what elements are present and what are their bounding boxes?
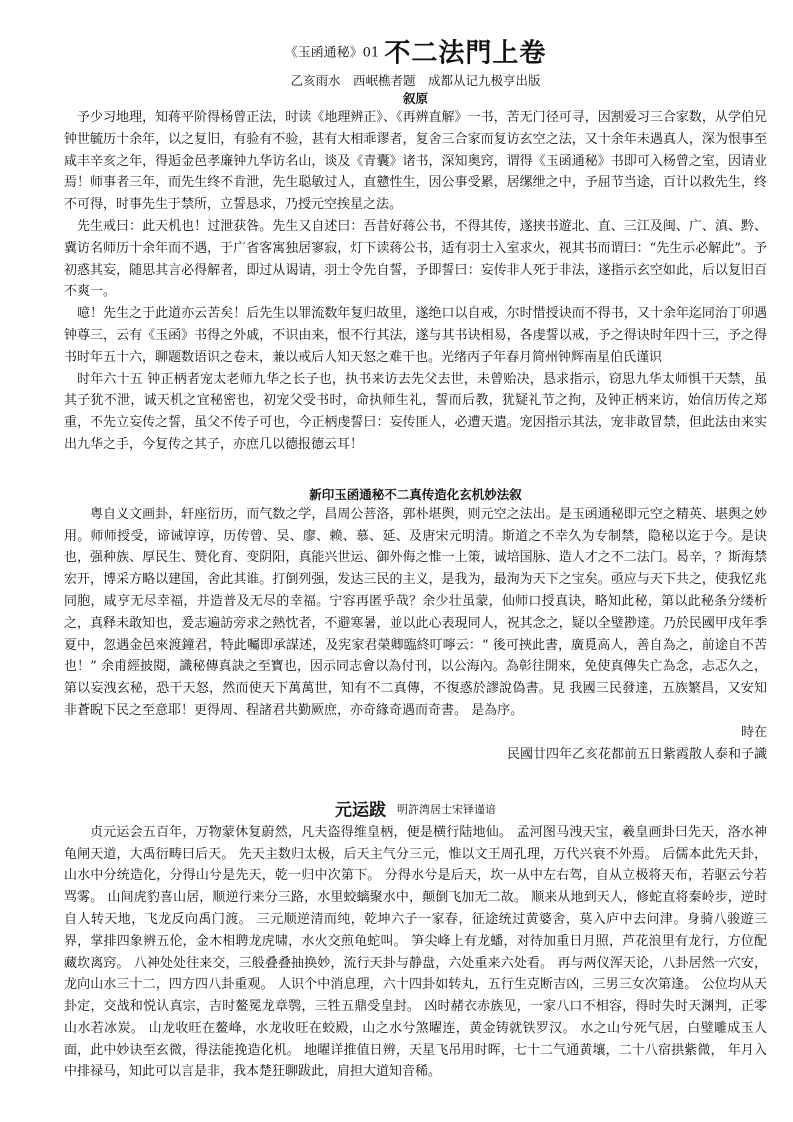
section2-title: 新印玉函通秘不二真传造化玄机妙法叙 xyxy=(309,486,522,502)
section2-paragraph: 粤自义文画卦，轩座衍历，而气数之学，昌周公菩洛，郭朴堪舆，则元空之法出。是玉函通秘即元空之精英、堪舆之妙用。师师授受，谛诫谆谆，历传曾、吴、廖、赖、慕、延、及唐宋元明清。斯道之不幸久为专制禁，隐秘以迄于今。是诀也，强种族、厚民生、赞化育、变阴阳，真能兴世运、御外侮之惟一上策，诚培国脉、造人才之不二法门。曷辛，？斯海禁宏开，博采方略以建国，舍此其谁。打倒列强，发达三民的主义，是我为，最洵为天下之宝矣。亟应与天下共之，使我忆兆同胞，咸亨无尽幸福，并造普及无尽的幸福。宁容再匿乎哉？余少壮虽蒙，仙师口授真诀，略知此秘，第以此秘条分缕析之，真释未敢知也，爰志遍訪旁求之熱忱者，不避寒暑，並以此心表現同人，祝其念之，疑以全璧尠達。乃於民國甲戌年季夏中，忽遇金邑來渡鐘君，特此囑即承謀述，及宪家君榮卿臨終叮嚀云：“ 後可挾此書，廣覓高人，善自為之，前途自不苦也！” 余甫經披閱，識秘傳真訣之至寶也，因示同志會以為付刊，以公海內。為彰往開來，免使真傳失亡為念，忐忑久之，第以妄洩玄秘，恐干天怒，然而使天下萬萬世，知有不二真傳，不復惑於謬說偽書。見 我國三民發達，五族繁昌，又安知非蒼睨下民之至意耶！更得周、程諸君共勤厥庶，亦奇緣奇遇而奇書。 是為序。 xyxy=(64,506,767,718)
preface-paragraph-4: 时年六十五 钟正柄者宠太老师九华之长子也，执书来访去先父去世，未曾贻决，恳求指示，窃思九华太师惧干天禁，虽其子犹不泄，诚天机之宜秘密也，初宠父受书时，命执师生礼，誓而后教，犹疑礼节之拘，及钟正柄来访，始信历传之郑重，不先立妄传之誓，虽父不传子可也，今正柄虔誓曰：妄传匪人，必遭天遣。宠因指示其法，宠非敢冒禁，但此法由来实出九华之手，今复传之其子，亦庶几以德报德云耳！ xyxy=(64,371,767,452)
document-page xyxy=(64,36,767,1083)
title-row xyxy=(64,36,767,70)
preface-heading: 叙原 xyxy=(402,91,428,106)
preface-paragraph-2: 先生戒曰：此天机也！过泄获咎。先生又自述曰：吾昔好蒋公书，不得其传，遂挟书遊北、直、三江及闽、广、滇、黔、冀访名师历十余年而不遇，于广省客寓独居寥寂，灯下读蒋公书，适有羽士入室求火，视其书而谓曰：“先生示必解此”。予初惑其妄，随思其言必得解者，即过从谒请，羽士令先自誓，予即誓曰：妄传非人死于非法，遂指示玄空如此，后以复旧百不爽一。 xyxy=(64,218,767,300)
series-label: 《玉函通秘》01 xyxy=(284,45,380,61)
preface-paragraph-3: 噫！先生之于此道亦云苦矣！后先生以罪流数年复归故里，遂绝口以自戒，尔时惜授诀而不得书，又十余年迄同治丁卯遇钟尊三，云有《玉函》书得之外戚，不识由来，恨不行其法，遂与其书诀相易，各虔誓以戒，予之得诀时年四十三，予之得书时年五十六，聊题数语识之卷末，兼以戒后人知天怒之难干也。光绪丙子年春月简州钟辉南星伯氏谨识 xyxy=(64,306,767,365)
section2-sign-name: 民國廿四年乙亥花都前五日紫霞散人泰和子識 xyxy=(506,746,767,762)
section3-byline: 明許湾居士宋铎谨谙 xyxy=(397,803,497,817)
subtitle: 乙亥雨水 西岷樵者题 成都从记九极亨出版 xyxy=(290,73,541,88)
section3-paragraph: 贞元运会五百年，万物蒙休复蔚然，凡夫盗得维皇柄，便是横行陆地仙。 孟河图马洩天宝，羲皇画卦曰先天，洛水神龟闸天道，大禹衍畴曰后天。 先天主数归太极，后天主气分三元，惟以文王周孔理，万代兴衰不外焉。 后儒本此先天卦，山水中分统造化，分得山兮是先天，乾一归中次第下。 分得水兮是后天，坎一从中左右驾，自从立极将天布，若驱云兮若骂雾。 山间虎豹喜山居，顺逆行来分三路，水里蛟螭聚水中，颠倒飞加无二故。 顺来从地到天人，修蛇直将秦岭步，逆时自人转天地，飞龙反向禹门渡。 三元顺逆清而纯，乾坤六子一家春，征途统过黄婆舍，莫入庐中去问津。身骑八骏遊三界，掌排四象辨五伦，金木相聘龙虎啸，水火交煎龟蛇叫。 笋尖峰上有龙蟠，对待加重日月照，芦花浪里有龙行，方位配藏坎离窍。 八神处处往来交，三般叠叠抽换妙，流行天卦与静盘，六处重来六处看。 再与两仪浑天论，八卦居然一穴安，龙向山水三十二，四方四八卦重观。 人识个中消息理，六十四卦如转丸，五行生克断吉凶，三男三女次第逢。 公位均从天卦定，交战和悦认真宗，吉时鳌冕龙章鹗，三牲五鼎受皇封。 凶时赭衣赤族见，一家八口不相容，得时失时天渊判，正零山水若冰炭。 山龙收旺在鳌峰，水龙收旺在蛟殿，山之水兮煞曜连，黄金铸就铁罗汉。 水之山兮死气居，白璧雕成玉人面，此中妙诀至玄微，得法能挽造化机。 地曜详推值日辨，天星飞吊用时晖，七十二气通黄壤，二十八宿拱紫微， 年月入中排禄马，知此可以言是非，我本楚狂聊跋此，肩担大道知音稀。 xyxy=(64,824,767,1080)
main-title: 不二法門上卷 xyxy=(384,38,547,69)
section2-sign-time: 時在 xyxy=(740,724,767,740)
preface-paragraph-1: 予少习地理，知蒋平阶得杨曾正法，时读《地理辨正》、《再辨直解》一书，苦无门径可寻，因割爱习三合家数，从学伯兄钟世毓历十余年，以之复旧，有验有不验，甚有大相乖谬者，复舍三合家而复访玄空之法，又十余年未遇真人，深为恨事至咸丰辛亥之年，得逅金邑孝廉钟九华访名山，谈及《青囊》诸书，深知奥窍，谓得《玉函通秘》书即可入杨曾之室，因请业焉！师事者三年，而先生终不肯泄，先生聪敏过人，直戆性生，因公事受累，居缧绁之中，予屈节当途，百计以救先生，终不可得，时事先生于禁所，立誓恳求，乃授元空挨星之法。 xyxy=(64,110,767,213)
section3-title: 元运跋 xyxy=(334,800,386,821)
section3-title-row xyxy=(64,798,767,822)
